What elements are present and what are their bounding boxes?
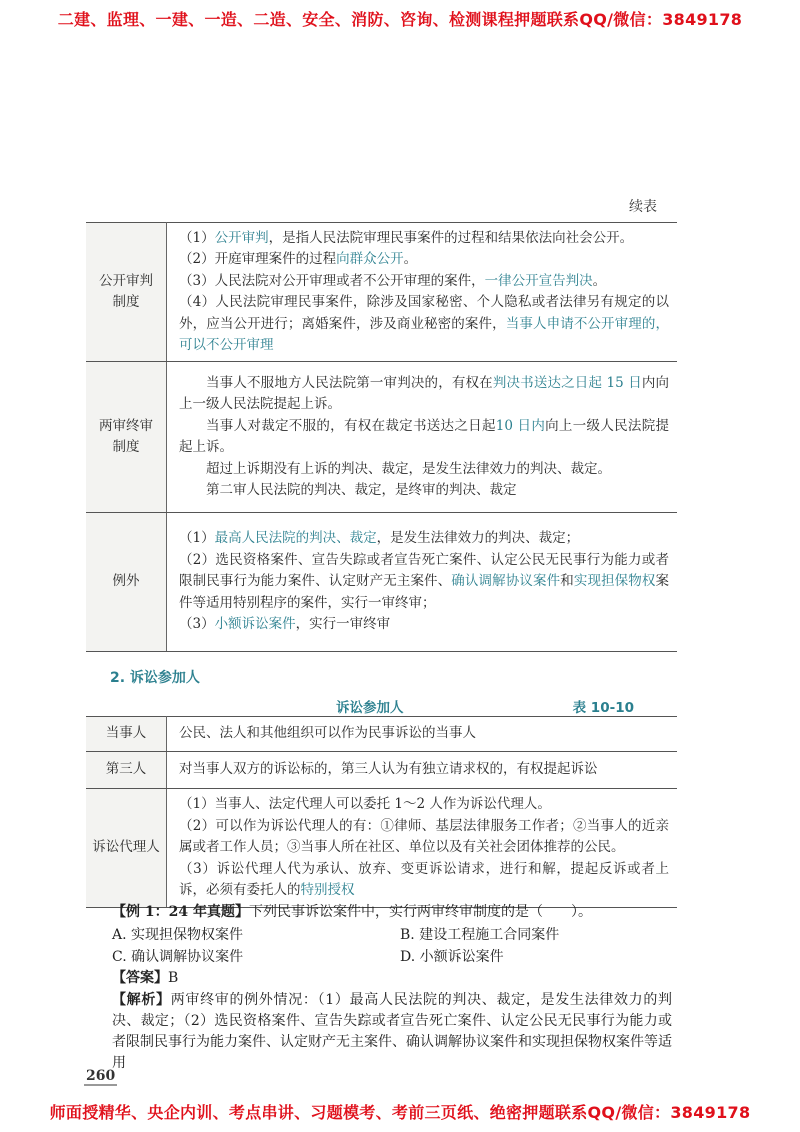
row-header-two-instance: 两审终审 制度 — [86, 362, 167, 513]
table-caption-number: 表 10-10 — [572, 700, 634, 716]
example-label: 【例 1：24 年真题】 — [112, 904, 249, 920]
row-header-third-party: 第三人 — [86, 752, 167, 789]
table-row — [86, 223, 677, 362]
continued-label: 续表 — [629, 199, 657, 215]
answer-label: 【答案】 — [112, 970, 168, 986]
row-content-agent: （1）当事人、法定代理人可以委托 1～2 人作为诉讼代理人。 （2）可以作为诉讼代理人的有：①律师、基层法律服务工作者；②当事人的近亲属或者工作人员；③当事人所在社区、单位以及有关社会团体推荐的公民。 （3）诉讼代理人代为承认、放弃、变更诉讼请求，进行和解，提起反诉或者上诉，必须有委托人的特别授权 — [167, 789, 678, 908]
example-question-text: 下列民事诉讼案件中，实行两审终审制度的是（ ）。 — [248, 904, 592, 920]
analysis-text: 两审终审的例外情况：（1）最高人民法院的判决、裁定，是发生法律效力的判决、裁定；（2）选民资格案件、宣告失踪或者宣告死亡案件、认定公民无民事行为能力或者限制民事行为能力案件、认定财产无主案件、确认调解协议案件和实现担保物权案件等适用 — [112, 992, 673, 1071]
participants-table — [86, 716, 677, 908]
option-c: C. 确认调解协议案件 — [112, 949, 244, 965]
page-number: 260 — [86, 1068, 116, 1084]
option-d: D. 小额诉讼案件 — [400, 949, 504, 965]
option-b: B. 建设工程施工合同案件 — [400, 927, 560, 943]
table-row — [86, 362, 677, 513]
analysis-label: 【解析】 — [112, 992, 171, 1008]
row-content-party: 公民、法人和其他组织可以作为民事诉讼的当事人 — [167, 717, 678, 752]
example-question — [112, 902, 672, 923]
option-a: A. 实现担保物权案件 — [112, 927, 244, 943]
row-content-third-party: 对当事人双方的诉讼标的，第三人认为有独立请求权的，有权提起诉讼 — [167, 752, 678, 789]
trial-system-table — [86, 222, 677, 652]
section-title: 2. 诉讼参加人 — [110, 670, 200, 686]
table-caption-title: 诉讼参加人 — [336, 700, 404, 716]
row-content-public-trial: （1）公开审判，是指人民法院审理民事案件的过程和结果依法向社会公开。 （2）开庭审理案件的过程向群众公开。 （3）人民法院对公开审理或者不公开审理的案件，一律公开宣告判决。 （4）人民法院审理民事案件，除涉及国家秘密、个人隐私或者法律另有规定的以外，应当公开进行；离婚案件，涉及商业秘密的案件，当事人申请不公开审理的，可以不公开审理 — [167, 223, 678, 362]
example-answer — [112, 968, 672, 989]
answer-value: B — [168, 970, 179, 986]
row-header-party: 当事人 — [86, 717, 167, 752]
table-row — [86, 752, 677, 789]
table-row — [86, 789, 677, 908]
row-header-agent: 诉讼代理人 — [86, 789, 167, 908]
example-analysis — [112, 990, 672, 1074]
table-row — [86, 513, 677, 652]
bottom-banner: 师面授精华、央企内训、考点串讲、习题模考、考前三页纸、绝密押题联系QQ/微信：3849178 — [49, 1103, 751, 1122]
row-header-public-trial: 公开审判 制度 — [86, 223, 167, 362]
table-row — [86, 717, 677, 752]
row-header-exception: 例外 — [86, 513, 167, 652]
row-content-exception: （1）最高人民法院的判决、裁定，是发生法律效力的判决、裁定； （2）选民资格案件、宣告失踪或者宣告死亡案件、认定公民无民事行为能力或者限制民事行为能力案件、认定财产无主案件、确认调解协议案件和实现担保物权案件等适用特别程序的案件，实行一审终审； （3）小额诉讼案件，实行一审终审 — [167, 513, 678, 652]
row-content-two-instance: 当事人不服地方人民法院第一审判决的，有权在判决书送达之日起 15 日内向上一级人民法院提起上诉。 当事人对裁定不服的，有权在裁定书送达之日起10 日内向上一级人民法院提起上诉。 超过上诉期没有上诉的判决、裁定，是发生法律效力的判决、裁定。 第二审人民法院的判决、裁定，是终审的判决、裁定 — [167, 362, 678, 513]
top-banner: 二建、监理、一建、一造、二造、安全、消防、咨询、检测课程押题联系QQ/微信：3849178 — [57, 10, 743, 29]
